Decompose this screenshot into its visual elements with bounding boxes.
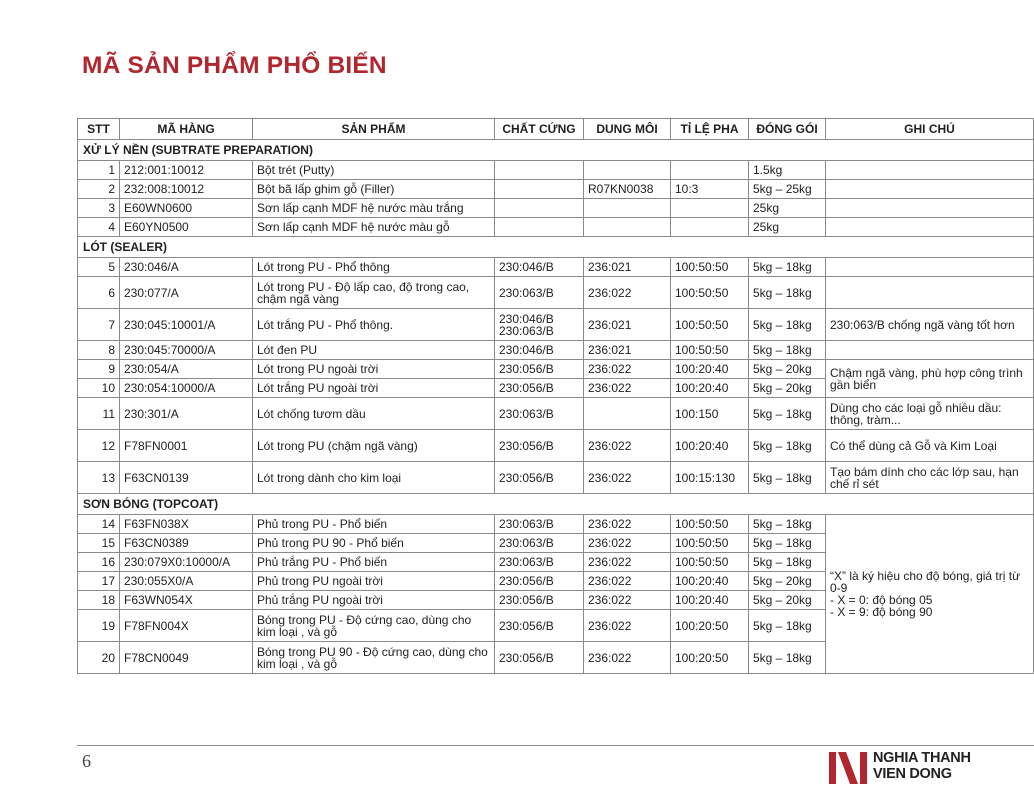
cell-stt: 15 [78, 534, 120, 553]
cell-note [826, 341, 1034, 360]
cell-solvent: 236:021 [584, 309, 671, 341]
cell-ratio: 100:50:50 [671, 277, 749, 309]
cell-pack: 5kg – 18kg [749, 553, 826, 572]
cell-code: E60WN0600 [120, 199, 253, 218]
cell-hardener [495, 180, 584, 199]
cell-code: 212:001:10012 [120, 161, 253, 180]
hardener-option: 230:063/B [499, 323, 554, 338]
cell-code: F63WN054X [120, 591, 253, 610]
cell-hardener [495, 199, 584, 218]
cell-pack: 5kg – 20kg [749, 591, 826, 610]
cell-ratio: 100:20:50 [671, 642, 749, 674]
cell-product: Lót chống tươm dầu [253, 398, 495, 430]
cell-stt: 9 [78, 360, 120, 379]
cell-product: Lót trong dành cho kim loại [253, 462, 495, 494]
cell-stt: 13 [78, 462, 120, 494]
header-note: GHI CHÚ [826, 119, 1034, 140]
cell-stt: 2 [78, 180, 120, 199]
cell-ratio: 100:50:50 [671, 258, 749, 277]
table-row [78, 341, 1034, 360]
cell-ratio: 100:150 [671, 398, 749, 430]
table-row [78, 515, 1034, 534]
cell-code: F63CN0389 [120, 534, 253, 553]
cell-hardener: 230:056/B [495, 430, 584, 462]
cell-pack: 25kg [749, 218, 826, 237]
header-ratio: TỈ LỆ PHA [671, 119, 749, 140]
cell-hardener: 230:056/B [495, 591, 584, 610]
cell-note [826, 218, 1034, 237]
cell-ratio: 100:20:40 [671, 379, 749, 398]
cell-ratio: 10:3 [671, 180, 749, 199]
cell-note: Tạo bám dính cho các lớp sau, hạn chế rỉ sét [826, 462, 1034, 494]
section-title: XỬ LÝ NỀN (SUBTRATE PREPARATION) [78, 140, 1034, 161]
cell-stt: 3 [78, 199, 120, 218]
cell-stt: 18 [78, 591, 120, 610]
cell-note [826, 258, 1034, 277]
cell-product: Lót trắng PU ngoài trời [253, 379, 495, 398]
cell-stt: 5 [78, 258, 120, 277]
cell-code: 230:079X0:10000/A [120, 553, 253, 572]
section-row [78, 494, 1034, 515]
cell-product: Phủ trong PU 90 - Phổ biến [253, 534, 495, 553]
cell-pack: 5kg – 25kg [749, 180, 826, 199]
cell-code: F63CN0139 [120, 462, 253, 494]
table-row [78, 398, 1034, 430]
cell-hardener: 230:046/B [495, 258, 584, 277]
cell-note [826, 161, 1034, 180]
cell-note [826, 180, 1034, 199]
table-header-row [78, 119, 1034, 140]
cell-pack: 25kg [749, 199, 826, 218]
cell-ratio: 100:50:50 [671, 309, 749, 341]
header-pack: ĐÓNG GÓI [749, 119, 826, 140]
cell-product: Lót trong PU ngoài trời [253, 360, 495, 379]
cell-hardener: 230:063/B [495, 398, 584, 430]
cell-code: 230:077/A [120, 277, 253, 309]
cell-code: 230:046/A [120, 258, 253, 277]
cell-hardener [495, 309, 584, 341]
cell-product: Sơn lấp cạnh MDF hệ nước màu trắng [253, 199, 495, 218]
table-row [78, 430, 1034, 462]
cell-solvent: 236:022 [584, 572, 671, 591]
cell-stt: 16 [78, 553, 120, 572]
cell-solvent [584, 218, 671, 237]
cell-note: Dùng cho các loại gỗ nhiều dầu: thông, tràm... [826, 398, 1034, 430]
section-title: SƠN BÓNG (TOPCOAT) [78, 494, 1034, 515]
cell-pack: 1.5kg [749, 161, 826, 180]
cell-hardener: 230:056/B [495, 462, 584, 494]
table-row [78, 360, 1034, 379]
cell-pack: 5kg – 20kg [749, 379, 826, 398]
cell-hardener: 230:056/B [495, 572, 584, 591]
cell-product: Phủ trắng PU - Phổ biến [253, 553, 495, 572]
cell-ratio: 100:50:50 [671, 534, 749, 553]
cell-stt: 14 [78, 515, 120, 534]
cell-hardener: 230:063/B [495, 277, 584, 309]
cell-note [826, 277, 1034, 309]
cell-solvent: 236:022 [584, 642, 671, 674]
page-number: 6 [82, 751, 91, 771]
cell-hardener: 230:063/B [495, 515, 584, 534]
cell-note-merged: Chậm ngã vàng, phù hợp công trình gần biển [826, 360, 1034, 398]
cell-note: Có thể dùng cả Gỗ và Kim Loại [826, 430, 1034, 462]
cell-ratio: 100:15:130 [671, 462, 749, 494]
cell-pack: 5kg – 20kg [749, 360, 826, 379]
table-row [78, 462, 1034, 494]
cell-hardener: 230:056/B [495, 610, 584, 642]
cell-pack: 5kg – 18kg [749, 309, 826, 341]
cell-code: 232:008:10012 [120, 180, 253, 199]
cell-pack: 5kg – 18kg [749, 642, 826, 674]
cell-code: F63FN038X [120, 515, 253, 534]
cell-solvent: 236:021 [584, 341, 671, 360]
cell-code: F78CN0049 [120, 642, 253, 674]
cell-ratio: 100:20:50 [671, 610, 749, 642]
product-code-table [77, 118, 1034, 674]
cell-ratio: 100:50:50 [671, 553, 749, 572]
cell-product: Bóng trong PU 90 - Độ cứng cao, dùng cho kim loại , và gỗ [253, 642, 495, 674]
header-solvent: DUNG MÔI [584, 119, 671, 140]
cell-solvent: 236:022 [584, 360, 671, 379]
cell-product: Lót trong PU - Độ lấp cao, độ trong cao, chậm ngã vàng [253, 277, 495, 309]
table-row [78, 277, 1034, 309]
cell-pack: 5kg – 18kg [749, 430, 826, 462]
cell-solvent: 236:022 [584, 610, 671, 642]
cell-pack: 5kg – 18kg [749, 515, 826, 534]
cell-product: Bột bã lấp ghim gỗ (Filler) [253, 180, 495, 199]
cell-stt: 8 [78, 341, 120, 360]
cell-stt: 10 [78, 379, 120, 398]
cell-code: F78FN0001 [120, 430, 253, 462]
table-row [78, 309, 1034, 341]
cell-solvent [584, 161, 671, 180]
cell-pack: 5kg – 18kg [749, 277, 826, 309]
cell-code: 230:054/A [120, 360, 253, 379]
cell-ratio [671, 218, 749, 237]
page-title: MÃ SẢN PHẨM PHỔ BIẾN [82, 52, 387, 79]
cell-hardener [495, 218, 584, 237]
cell-stt: 4 [78, 218, 120, 237]
cell-hardener: 230:063/B [495, 553, 584, 572]
cell-product: Sơn lấp cạnh MDF hệ nước màu gỗ [253, 218, 495, 237]
cell-stt: 20 [78, 642, 120, 674]
cell-solvent: 236:022 [584, 534, 671, 553]
cell-stt: 1 [78, 161, 120, 180]
cell-solvent: 236:022 [584, 553, 671, 572]
cell-ratio [671, 161, 749, 180]
cell-solvent: 236:022 [584, 591, 671, 610]
cell-hardener: 230:056/B [495, 379, 584, 398]
footer-divider [77, 745, 1034, 746]
cell-product: Phủ trắng PU ngoài trời [253, 591, 495, 610]
cell-pack: 5kg – 18kg [749, 341, 826, 360]
cell-code: 230:045:10001/A [120, 309, 253, 341]
cell-pack: 5kg – 20kg [749, 572, 826, 591]
cell-note [826, 199, 1034, 218]
brand-logo-mark-icon [829, 752, 867, 784]
table-row [78, 180, 1034, 199]
cell-solvent: 236:022 [584, 379, 671, 398]
cell-hardener: 230:046/B [495, 341, 584, 360]
cell-ratio [671, 199, 749, 218]
brand-name-line2: VIEN DONG [873, 765, 952, 782]
cell-pack: 5kg – 18kg [749, 534, 826, 553]
cell-product: Bóng trong PU - Độ cứng cao, dùng cho kim loại , và gỗ [253, 610, 495, 642]
table-row [78, 161, 1034, 180]
brand-name-line1: NGHIA THANH [873, 750, 971, 766]
cell-ratio: 100:50:50 [671, 341, 749, 360]
table-row [78, 199, 1034, 218]
cell-ratio: 100:50:50 [671, 515, 749, 534]
cell-code: 230:055X0/A [120, 572, 253, 591]
cell-solvent: 236:021 [584, 258, 671, 277]
header-code: MÃ HÀNG [120, 119, 253, 140]
cell-hardener: 230:056/B [495, 360, 584, 379]
header-stt: STT [78, 119, 120, 140]
cell-product: Lót đen PU [253, 341, 495, 360]
cell-product: Lót trắng PU - Phổ thông. [253, 309, 495, 341]
cell-solvent: R07KN0038 [584, 180, 671, 199]
section-title: LÓT (SEALER) [78, 237, 1034, 258]
cell-stt: 7 [78, 309, 120, 341]
cell-solvent [584, 199, 671, 218]
section-row [78, 237, 1034, 258]
header-hardener: CHẤT CỨNG [495, 119, 584, 140]
cell-ratio: 100:20:40 [671, 591, 749, 610]
cell-product: Phủ trong PU - Phổ biến [253, 515, 495, 534]
cell-solvent: 236:022 [584, 462, 671, 494]
brand-logo [829, 750, 989, 786]
cell-code: F78FN004X [120, 610, 253, 642]
cell-stt: 12 [78, 430, 120, 462]
cell-ratio: 100:20:40 [671, 430, 749, 462]
cell-code: E60YN0500 [120, 218, 253, 237]
cell-solvent: 236:022 [584, 430, 671, 462]
cell-ratio: 100:20:40 [671, 360, 749, 379]
cell-stt: 6 [78, 277, 120, 309]
table-row [78, 258, 1034, 277]
cell-product: Lót trong PU (chậm ngã vàng) [253, 430, 495, 462]
cell-hardener: 230:056/B [495, 642, 584, 674]
cell-solvent [584, 398, 671, 430]
hardener-option: 230:046/B [499, 311, 554, 326]
cell-pack: 5kg – 18kg [749, 462, 826, 494]
cell-code: 230:054:10000/A [120, 379, 253, 398]
cell-pack: 5kg – 18kg [749, 398, 826, 430]
cell-note-merged: “X” là ký hiệu cho độ bóng, giá trị từ 0-9 - X = 0: độ bóng 05 - X = 9: độ bóng 90 [826, 515, 1034, 674]
cell-product: Bột trét (Putty) [253, 161, 495, 180]
cell-solvent: 236:022 [584, 515, 671, 534]
cell-code: 230:301/A [120, 398, 253, 430]
cell-note: 230:063/B chống ngã vàng tốt hơn [826, 309, 1034, 341]
cell-pack: 5kg – 18kg [749, 258, 826, 277]
cell-stt: 19 [78, 610, 120, 642]
cell-ratio: 100:20:40 [671, 572, 749, 591]
cell-hardener: 230:063/B [495, 534, 584, 553]
brand-name [873, 751, 971, 782]
section-row [78, 140, 1034, 161]
header-product: SẢN PHẨM [253, 119, 495, 140]
cell-stt: 17 [78, 572, 120, 591]
cell-pack: 5kg – 18kg [749, 610, 826, 642]
cell-stt: 11 [78, 398, 120, 430]
cell-solvent: 236:022 [584, 277, 671, 309]
cell-code: 230:045:70000/A [120, 341, 253, 360]
cell-product: Phủ trong PU ngoài trời [253, 572, 495, 591]
cell-product: Lót trong PU - Phổ thông [253, 258, 495, 277]
cell-hardener [495, 161, 584, 180]
table-row [78, 218, 1034, 237]
